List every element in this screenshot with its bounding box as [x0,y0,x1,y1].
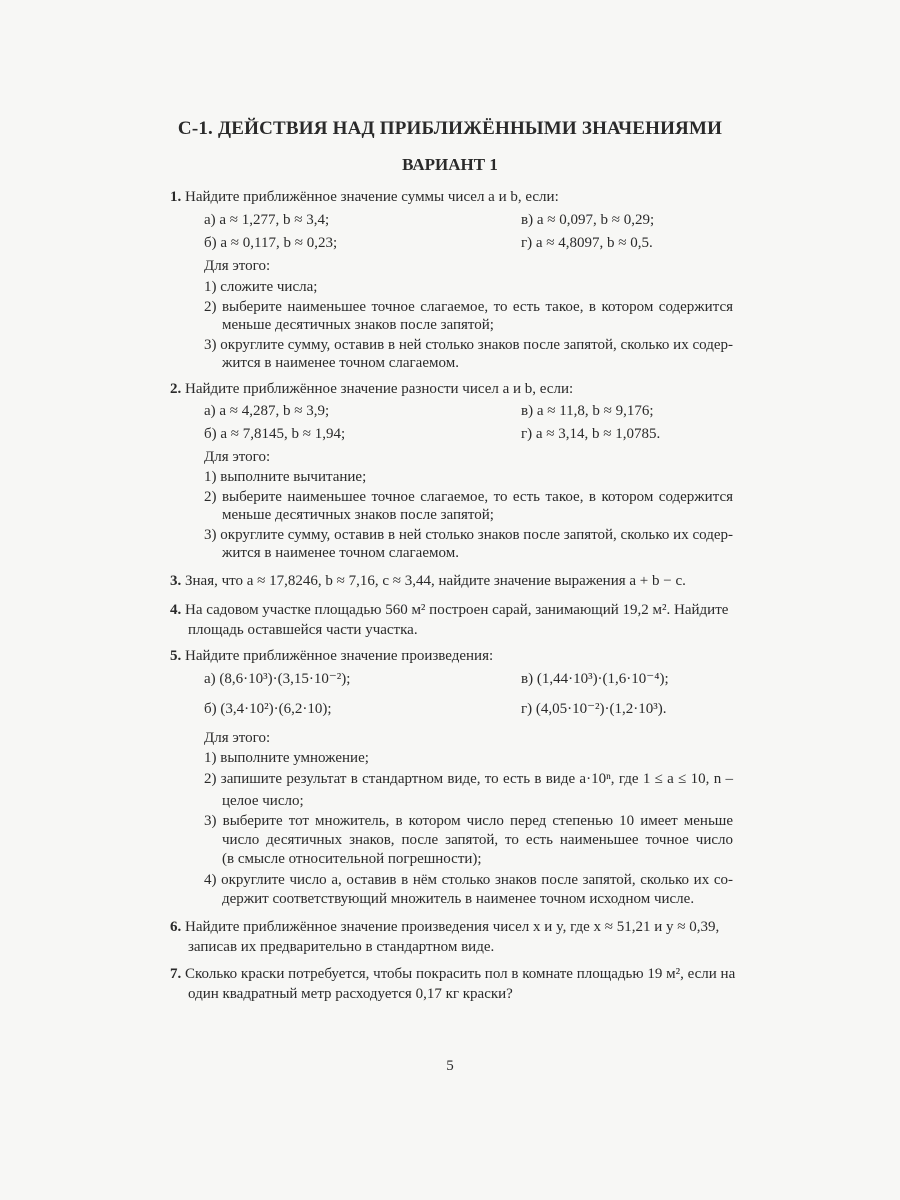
task-text: Сколько краски потребуется, чтобы покрасить пол в комнате площадью 19 м², если на [185,966,736,982]
page-number: 5 [446,1058,454,1074]
task-step: 2) запишите результат в стандартном виде, то есть в виде a·10ⁿ, где 1 ≤ a ≤ 10, n – [204,771,733,787]
task-number: 6. [170,919,182,935]
task-number: 7. [170,966,182,982]
task-instructions-intro: Для этого: [204,730,271,746]
task-step: 3) округлите сумму, оставив в ней столько знаков после запятой, сколько их содер- [204,337,733,353]
task-step-continued: целое число; [222,793,304,809]
variant-heading: ВАРИАНТ 1 [402,155,498,174]
task-step: 1) сложите числа; [204,279,318,295]
task-item: в) a ≈ 11,8, b ≈ 9,176; [521,403,654,419]
task-text-continued: записав их предварительно в стандартном виде. [188,939,495,955]
task-item: г) (4,05·10⁻²)·(1,2·10³). [521,701,667,717]
task-number: 4. [170,602,182,618]
task-step: 1) выполните вычитание; [204,469,367,485]
task-step-continued: жится в наименее точном слагаемом. [222,355,459,371]
task-text: Найдите приближённое значение разности чисел a и b, если: [185,381,574,397]
task-item: б) a ≈ 7,8145, b ≈ 1,94; [204,426,346,442]
task-step-continued: (в смысле относительной погрешности); [222,851,482,867]
task-item: а) a ≈ 4,287, b ≈ 3,9; [204,403,330,419]
task-step-continued: меньше десятичных знаков после запятой; [222,317,494,333]
task-step: 2) выберите наименьшее точное слагаемое, то есть такое, в котором содержится [204,489,733,505]
task-item: а) a ≈ 1,277, b ≈ 3,4; [204,212,330,228]
task-instructions-intro: Для этого: [204,449,271,465]
task-3 [170,572,686,590]
task-step: 1) выполните умножение; [204,750,369,766]
task-step: 3) округлите сумму, оставив в ней столько знаков после запятой, сколько их содер- [204,527,733,543]
task-text: Найдите приближённое значение произведения чисел x и y, где x ≈ 51,21 и y ≈ 0,39, [185,919,720,935]
section-title: С-1. ДЕЙСТВИЯ НАД ПРИБЛИЖЁННЫМИ ЗНАЧЕНИЯМИ [177,118,723,139]
task-item: а) (8,6·10³)·(3,15·10⁻²); [204,671,351,687]
task-step-continued: число десятичных знаков, после запятой, то есть наименьшее точное число [222,832,733,848]
task-item: г) a ≈ 3,14, b ≈ 1,0785. [521,426,661,442]
task-step: 2) выберите наименьшее точное слагаемое, то есть такое, в котором содержится [204,299,733,315]
task-6 [170,918,719,936]
task-item: в) (1,44·10³)·(1,6·10⁻⁴); [521,671,669,687]
task-number: 1. [170,189,182,205]
task-step-continued: жится в наименее точном слагаемом. [222,545,459,561]
task-item: б) a ≈ 0,117, b ≈ 0,23; [204,235,338,251]
task-2 [170,380,573,398]
task-7 [170,965,735,983]
task-text-continued: площадь оставшейся части участка. [188,622,418,638]
task-text: Найдите приближённое значение произведения: [185,648,494,664]
task-5 [170,647,493,665]
task-item: в) a ≈ 0,097, b ≈ 0,29; [521,212,655,228]
task-step: 3) выберите тот множитель, в котором число перед степенью 10 имеет меньше [204,813,733,829]
task-step: 4) округлите число a, оставив в нём столько знаков после запятой, сколько их со- [204,872,733,888]
task-step-continued: держит соответствующий множитель в наименее точном исходном числе. [222,891,695,907]
task-text-continued: один квадратный метр расходуется 0,17 кг краски? [188,986,513,1002]
task-instructions-intro: Для этого: [204,258,271,274]
task-item: б) (3,4·10²)·(6,2·10); [204,701,332,717]
task-number: 5. [170,648,182,664]
task-text: Найдите приближённое значение суммы чисел a и b, если: [185,189,559,205]
task-number: 3. [170,573,182,589]
task-text: На садовом участке площадью 560 м² построен сарай, занимающий 19,2 м². Найдите [185,602,729,618]
task-1 [170,188,559,206]
task-4 [170,601,728,619]
task-step-continued: меньше десятичных знаков после запятой; [222,507,494,523]
task-text: Зная, что a ≈ 17,8246, b ≈ 7,16, c ≈ 3,44, найдите значение выражения a + b − c. [185,573,686,589]
task-item: г) a ≈ 4,8097, b ≈ 0,5. [521,235,653,251]
task-number: 2. [170,381,182,397]
